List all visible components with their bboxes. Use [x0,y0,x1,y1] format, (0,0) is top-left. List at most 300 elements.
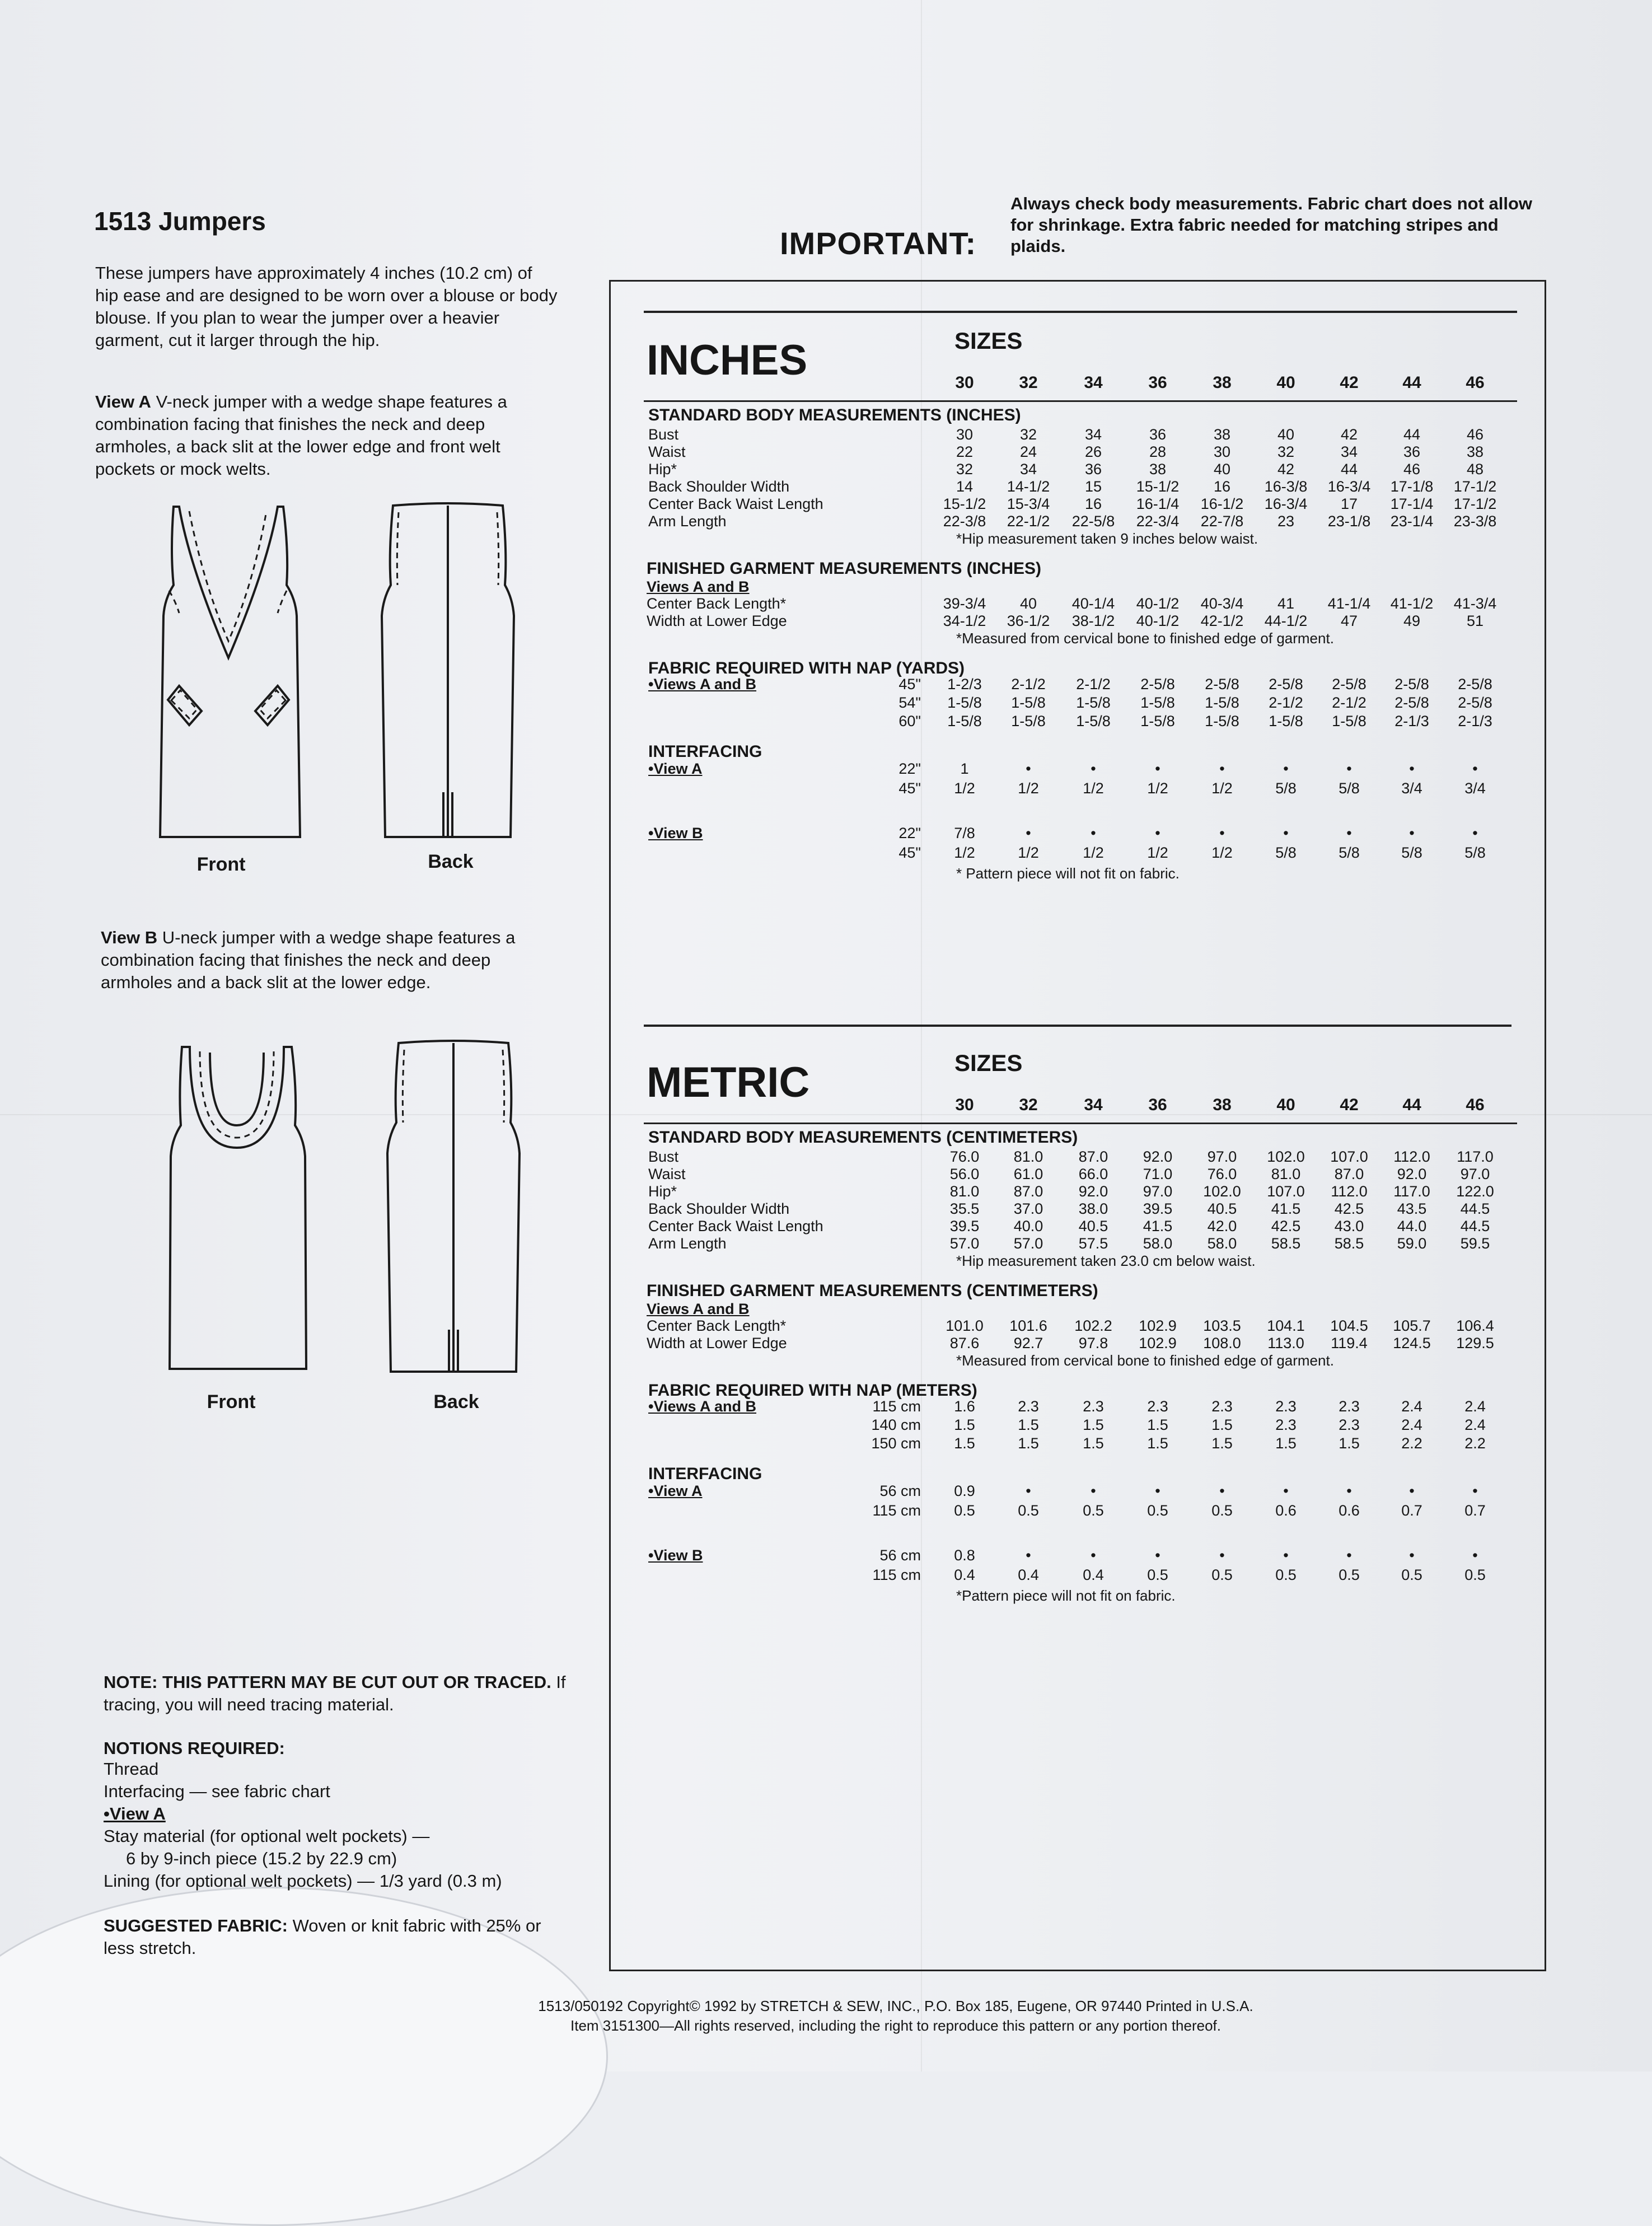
table-cell: • [1346,760,1352,777]
rule [644,311,1517,313]
table-cell: 15-1/2 [943,495,986,512]
table-cell: 2-5/8 [1394,694,1429,711]
table-cell: 0.5 [1401,1566,1422,1583]
fabric-required-title: FABRIC REQUIRED WITH NAP (YARDS) [648,659,965,677]
table-cell: 16-1/4 [1136,495,1180,512]
fabric-width: 22" [898,825,921,841]
notions-item: •View A [104,1804,166,1823]
finished-measurements-title: FINISHED GARMENT MEASUREMENTS (INCHES) [647,559,1042,578]
table-cell: 58.5 [1334,1235,1364,1252]
table-cell: 47 [1340,612,1358,629]
view-b-front-caption: Front [207,1391,256,1413]
table-cell: 2.3 [1275,1416,1297,1433]
table-cell: • [1283,825,1289,841]
table-cell: 42-1/2 [1200,612,1244,629]
table-cell: 92.0 [1078,1183,1108,1200]
table-cell: 16-3/4 [1327,478,1371,495]
table-cell: 104.5 [1330,1317,1368,1334]
fabric-width: 115 cm [872,1566,921,1583]
table-cell: 0.5 [954,1502,975,1519]
table-cell: 0.4 [954,1566,975,1583]
fit-note: *Pattern piece will not fit on fabric. [956,1587,1176,1604]
table-cell: 1-5/8 [1205,694,1239,711]
table-cell: 36 [1149,426,1167,443]
table-cell: 2-5/8 [1332,676,1366,693]
table-cell: • [1091,760,1096,777]
fabric-label: SUGGESTED FABRIC: [104,1916,288,1935]
view-a-back-caption: Back [428,851,474,872]
pattern-title: 1513 Jumpers [94,207,266,236]
footer-line: 1513/050192 Copyright© 1992 by STRETCH & SEW, INC., P.O. Box 185, Eugene, OR 97440 Printed in U.S.A. [538,1998,1253,2014]
table-cell: 0.5 [1018,1502,1039,1519]
row-label: Waist [648,443,686,460]
table-cell: 22-7/8 [1200,513,1244,530]
table-cell: 5/8 [1275,780,1297,797]
table-cell: 44 [1403,426,1421,443]
table-cell: 1/2 [1083,844,1104,861]
table-cell: 59.5 [1460,1235,1490,1252]
table-cell: • [1155,1483,1160,1499]
size-column-header: 42 [1340,1096,1359,1114]
fabric-width: 140 cm [871,1416,921,1433]
table-cell: • [1283,1547,1289,1564]
suggested-fabric [104,1915,568,1960]
table-cell: 1.6 [954,1398,975,1415]
finished-views-label: Views A and B [647,1301,750,1317]
table-cell: 1.5 [1275,1435,1297,1452]
table-cell: 1.5 [1083,1435,1104,1452]
table-cell: 41.5 [1271,1200,1301,1217]
notions-title: NOTIONS REQUIRED: [104,1738,285,1758]
finished-measurements-title: FINISHED GARMENT MEASUREMENTS (CENTIMETERS) [647,1282,1098,1300]
table-cell: 87.0 [1334,1166,1364,1182]
table-cell: 97.0 [1207,1148,1237,1165]
table-cell: 0.7 [1464,1502,1486,1519]
table-cell: 1/2 [1147,780,1168,797]
row-label: Back Shoulder Width [648,478,790,495]
sizes-heading: SIZES [954,328,1023,354]
table-cell: • [1472,825,1478,841]
table-cell: 5/8 [1275,844,1297,861]
table-cell: 58.0 [1207,1235,1237,1252]
table-cell: 22-3/8 [943,513,986,530]
table-cell: 0.4 [1083,1566,1104,1583]
table-cell: 40-3/4 [1200,595,1244,612]
table-cell: 34 [1019,461,1037,478]
table-cell: 1/2 [1083,780,1104,797]
table-cell: 61.0 [1013,1166,1043,1182]
table-cell: 0.5 [1211,1566,1233,1583]
interfacing-view-b: •View B [648,825,703,841]
table-cell: 14-1/2 [1007,478,1050,495]
row-label: Waist [648,1166,686,1182]
body-measurements-title: STANDARD BODY MEASUREMENTS (CENTIMETERS) [648,1128,1078,1147]
table-cell: 0.5 [1464,1566,1486,1583]
row-label: Bust [648,426,679,443]
table-cell: 17-1/2 [1453,495,1497,512]
table-cell: 49 [1403,612,1421,629]
fabric-width: 45" [898,780,921,797]
table-cell: 23-1/4 [1390,513,1434,530]
table-cell: • [1091,1547,1096,1564]
view-b-description [101,927,565,994]
table-cell: 102.9 [1139,1317,1177,1334]
table-cell: 41-1/2 [1390,595,1434,612]
table-cell: 101.6 [1009,1317,1047,1334]
table-cell: 57.5 [1078,1235,1108,1252]
table-cell: 0.5 [1339,1566,1360,1583]
body-note: *Hip measurement taken 23.0 cm below waist. [956,1252,1256,1269]
table-cell: 23 [1277,513,1295,530]
table-cell: 87.0 [1078,1148,1108,1165]
table-cell: 17-1/4 [1390,495,1434,512]
table-cell: 102.0 [1203,1183,1241,1200]
table-cell: 0.5 [1083,1502,1104,1519]
table-cell: 38-1/2 [1071,612,1115,629]
table-cell: 3/4 [1464,780,1486,797]
view-b-back-drawing [386,1039,521,1380]
fabric-text: Woven or knit fabric with 25% or less stretch. [104,1916,541,1958]
table-cell: 3/4 [1401,780,1422,797]
table-cell: 66.0 [1078,1166,1108,1182]
table-cell: 7/8 [954,825,975,841]
table-cell: 58.5 [1271,1235,1301,1252]
table-cell: 5/8 [1401,844,1422,861]
table-cell: 1.5 [1083,1416,1104,1433]
table-cell: 0.4 [1018,1566,1039,1583]
table-cell: 30 [1213,443,1231,460]
fabric-views-label: •Views A and B [648,676,757,693]
table-cell: • [1219,1483,1225,1499]
table-cell: 92.0 [1143,1148,1173,1165]
finished-views-label: Views A and B [647,578,750,595]
table-cell: 101.0 [946,1317,984,1334]
table-cell: 2.4 [1401,1398,1422,1415]
table-cell: 1-5/8 [1076,713,1111,729]
table-cell: 48 [1466,461,1484,478]
important-label: IMPORTANT: [780,226,977,261]
table-cell: 39-3/4 [943,595,986,612]
important-text: Always check body measurements. Fabric chart does not allow for shrinkage. Extra fabric needed for matching stripes and plaids. [1010,194,1533,256]
table-cell: 2.4 [1464,1416,1486,1433]
size-column-header: 38 [1213,373,1232,392]
table-cell: 26 [1084,443,1102,460]
table-cell: 16-3/4 [1264,495,1308,512]
table-cell: 51 [1466,612,1484,629]
table-cell: 102.0 [1267,1148,1305,1165]
table-cell: 0.5 [1147,1566,1168,1583]
table-cell: 1/2 [1211,780,1233,797]
table-cell: 2.3 [1018,1398,1039,1415]
table-cell: 41.5 [1143,1218,1173,1234]
table-cell: • [1346,1547,1352,1564]
table-cell: 5/8 [1339,780,1360,797]
row-label: Center Back Waist Length [648,1218,823,1234]
table-cell: • [1219,825,1225,841]
table-cell: 1.5 [1147,1435,1168,1452]
size-column-header: 32 [1019,1096,1038,1114]
fabric-views-label: •Views A and B [648,1398,757,1415]
table-cell: 107.0 [1330,1148,1368,1165]
table-cell: 1-5/8 [1332,713,1366,729]
row-label: Center Back Length* [647,595,787,612]
table-cell: 38.0 [1078,1200,1108,1217]
size-column-header: 44 [1402,373,1421,392]
table-cell: 23-3/8 [1453,513,1497,530]
table-cell: 0.8 [954,1547,975,1564]
size-column-header: 44 [1402,1096,1421,1114]
size-column-header: 30 [955,373,974,392]
interfacing-title: INTERFACING [648,742,762,761]
table-cell: 44 [1340,461,1358,478]
view-a-back-drawing [381,501,515,848]
table-cell: 16-3/8 [1264,478,1308,495]
table-cell: 2.2 [1401,1435,1422,1452]
rule [644,1123,1517,1124]
table-cell: 57.0 [949,1235,980,1252]
table-cell: 112.0 [1331,1183,1368,1200]
rule [644,400,1517,402]
table-cell: 1.5 [1339,1435,1360,1452]
notions-list [104,1758,568,1892]
table-cell: 57.0 [1013,1235,1043,1252]
table-cell: 2.3 [1339,1416,1360,1433]
size-column-header: 46 [1466,1096,1485,1114]
row-label: Back Shoulder Width [648,1200,790,1217]
fabric-width: 22" [898,760,921,777]
table-cell: 17 [1340,495,1358,512]
table-cell: • [1091,825,1096,841]
table-cell: 81.0 [1271,1166,1301,1182]
table-cell: 58.0 [1143,1235,1173,1252]
interfacing-view-a: •View A [648,760,703,777]
body-measurements-title: STANDARD BODY MEASUREMENTS (INCHES) [648,406,1021,424]
table-cell: 32 [1019,426,1037,443]
table-cell: • [1346,1483,1352,1499]
table-cell: 39.5 [1143,1200,1173,1217]
table-cell: 0.5 [1211,1502,1233,1519]
table-cell: • [1155,760,1160,777]
table-cell: • [1026,1483,1031,1499]
table-cell: 2.3 [1211,1398,1233,1415]
table-cell: 2-1/2 [1011,676,1046,693]
table-cell: 71.0 [1143,1166,1173,1182]
table-cell: 2.4 [1464,1398,1486,1415]
size-column-header: 34 [1084,373,1103,392]
row-label: Hip* [648,1183,677,1200]
fabric-width: 45" [898,676,921,693]
finished-note: *Measured from cervical bone to finished edge of garment. [956,1352,1334,1369]
table-cell: 43.0 [1334,1218,1364,1234]
table-cell: 1.5 [1018,1435,1039,1452]
table-cell: 15 [1084,478,1102,495]
table-cell: 76.0 [1207,1166,1237,1182]
table-cell: 0.9 [954,1483,975,1499]
table-cell: 30 [956,426,974,443]
table-cell: 97.0 [1460,1166,1490,1182]
view-b-text: U-neck jumper with a wedge shape features a combination facing that finishes the neck and deep armholes and a back slit at the lower edge. [101,928,516,992]
table-cell: • [1472,1483,1478,1499]
table-cell: 40.5 [1078,1218,1108,1234]
fabric-width: 56 cm [879,1483,921,1499]
notions-item: 6 by 9-inch piece (15.2 by 22.9 cm) [126,1849,397,1868]
row-label: Width at Lower Edge [647,612,787,629]
table-cell: 106.4 [1456,1317,1494,1334]
table-cell: 34 [1084,426,1102,443]
table-cell: 16-1/2 [1200,495,1244,512]
table-cell: 34-1/2 [943,612,986,629]
table-cell: 104.1 [1267,1317,1305,1334]
table-cell: 1/2 [1018,844,1039,861]
table-cell: 2-5/8 [1140,676,1175,693]
fabric-width: 60" [898,713,921,729]
table-cell: • [1219,760,1225,777]
row-label: Arm Length [648,513,727,530]
table-cell: 38 [1466,443,1484,460]
table-cell: 0.5 [1275,1566,1297,1583]
table-cell: 37.0 [1013,1200,1043,1217]
table-cell: 76.0 [949,1148,980,1165]
table-cell: 1-5/8 [1269,713,1303,729]
table-cell: 35.5 [949,1200,980,1217]
view-a-label: View A [95,392,151,411]
table-cell: 2.4 [1401,1416,1422,1433]
table-cell: 41-1/4 [1327,595,1371,612]
table-cell: 2-5/8 [1394,676,1429,693]
table-cell: 2-5/8 [1269,676,1303,693]
table-cell: 2-1/2 [1076,676,1111,693]
table-cell: 39.5 [949,1218,980,1234]
table-cell: 1.5 [1211,1416,1233,1433]
inches-title: INCHES [647,336,808,384]
table-cell: 41-3/4 [1453,595,1497,612]
table-cell: • [1026,825,1031,841]
table-cell: 92.7 [1013,1335,1043,1352]
table-cell: 81.0 [1013,1148,1043,1165]
table-cell: 44.5 [1460,1218,1490,1234]
table-cell: 36-1/2 [1007,612,1050,629]
table-cell: • [1283,760,1289,777]
table-cell: 2.2 [1464,1435,1486,1452]
table-cell: 119.4 [1331,1335,1368,1352]
fabric-required-title: FABRIC REQUIRED WITH NAP (METERS) [648,1381,977,1400]
row-label: Hip* [648,461,677,478]
intro-paragraph: These jumpers have approximately 4 inches (10.2 cm) of hip ease and are designed to be worn over a blouse or body blouse. If you plan to wear the jumper over a heavier garment, cut it larger through the hip. [95,263,558,350]
body-note: *Hip measurement taken 9 inches below waist. [956,530,1258,547]
table-cell: 2-5/8 [1458,676,1492,693]
table-cell: 5/8 [1339,844,1360,861]
sizes-heading: SIZES [954,1050,1023,1076]
table-cell: 42.0 [1207,1218,1237,1234]
view-b-front-drawing [165,1041,311,1377]
table-cell: 2-1/3 [1458,713,1492,729]
table-cell: • [1219,1547,1225,1564]
size-column-header: 42 [1340,373,1359,392]
size-column-header: 40 [1276,373,1295,392]
fabric-width: 56 cm [879,1547,921,1564]
size-column-header: 34 [1084,1096,1103,1114]
table-cell: 15-3/4 [1007,495,1050,512]
table-cell: 1-5/8 [1011,713,1046,729]
table-cell: 32 [956,461,974,478]
view-a-text: V-neck jumper with a wedge shape features a combination facing that finishes the neck and deep armholes, a back slit at the lower edge and front welt pockets or mock welts. [95,392,507,479]
table-cell: 44-1/2 [1264,612,1308,629]
table-cell: 2-1/2 [1269,694,1303,711]
table-cell: 42.5 [1334,1200,1364,1217]
table-cell: • [1409,1483,1415,1499]
table-cell: 17-1/2 [1453,478,1497,495]
table-cell: 42.5 [1271,1218,1301,1234]
table-cell: 2.3 [1339,1398,1360,1415]
table-cell: 40 [1019,595,1037,612]
table-cell: 1.5 [1211,1435,1233,1452]
table-cell: 0.6 [1339,1502,1360,1519]
footer-line: Item 3151300—All rights reserved, including the right to reproduce this pattern or any portion thereof. [570,2017,1221,2034]
table-cell: 1/2 [954,844,975,861]
fit-note: * Pattern piece will not fit on fabric. [956,865,1180,882]
table-cell: • [1472,1547,1478,1564]
interfacing-view-a: •View A [648,1483,703,1499]
interfacing-view-b: •View B [648,1547,703,1564]
table-cell: 36 [1084,461,1102,478]
table-cell: 117.0 [1457,1148,1494,1165]
table-cell: 1-5/8 [1205,713,1239,729]
table-cell: 46 [1466,426,1484,443]
table-cell: • [1409,760,1415,777]
size-column-header: 38 [1213,1096,1232,1114]
fabric-width: 45" [898,844,921,861]
table-cell: 1/2 [1211,844,1233,861]
table-cell: 87.0 [1013,1183,1043,1200]
table-cell: 2.3 [1083,1398,1104,1415]
table-cell: 81.0 [949,1183,980,1200]
size-column-header: 30 [955,1096,974,1114]
table-cell: 23-1/8 [1327,513,1371,530]
finished-note: *Measured from cervical bone to finished edge of garment. [956,630,1334,647]
table-cell: 2-1/3 [1394,713,1429,729]
table-cell: 2-5/8 [1205,676,1239,693]
table-cell: 117.0 [1393,1183,1430,1200]
table-cell: 1.5 [1018,1416,1039,1433]
table-cell: 97.0 [1143,1183,1173,1200]
table-cell: 92.0 [1397,1166,1427,1182]
table-cell: 17-1/8 [1390,478,1434,495]
table-cell: 56.0 [949,1166,980,1182]
table-cell: • [1026,760,1031,777]
table-cell: 42 [1340,426,1358,443]
size-column-header: 40 [1276,1096,1295,1114]
table-cell: 1-5/8 [1140,694,1175,711]
table-cell: • [1346,825,1352,841]
table-cell: 40 [1213,461,1231,478]
table-cell: 129.5 [1456,1335,1494,1352]
table-cell: 1-5/8 [947,694,982,711]
table-cell: 1-2/3 [947,676,982,693]
size-column-header: 36 [1148,1096,1167,1114]
table-cell: 40.5 [1207,1200,1237,1217]
interfacing-title: INTERFACING [648,1465,762,1483]
table-cell: • [1155,825,1160,841]
table-cell: 40 [1277,426,1295,443]
table-cell: 38 [1149,461,1167,478]
notions-item: Thread [104,1759,159,1779]
notions-item: Stay material (for optional welt pockets) — [104,1826,430,1846]
fabric-width: 150 cm [871,1435,921,1452]
table-cell: 122.0 [1456,1183,1494,1200]
table-cell: 1-5/8 [1011,694,1046,711]
note-block [104,1671,568,1716]
table-cell: • [1472,760,1478,777]
